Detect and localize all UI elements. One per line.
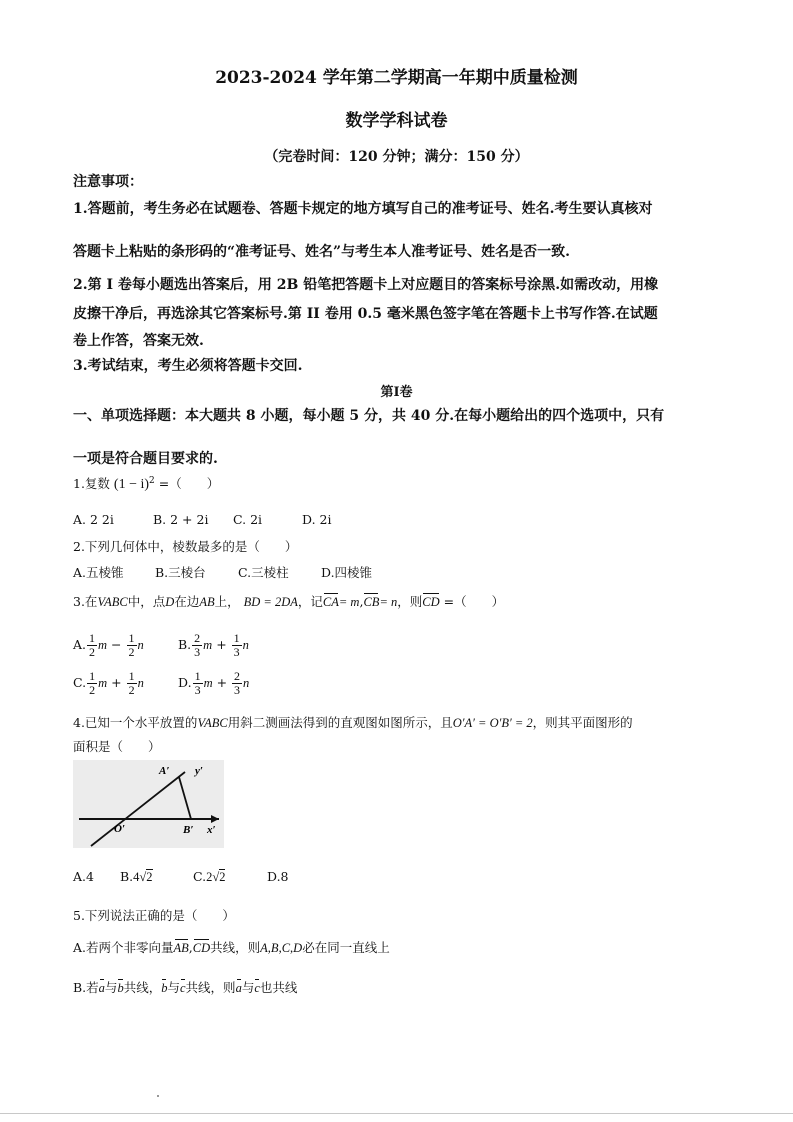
denominator: 3 (234, 683, 241, 697)
q5-points: A,B,C,D (260, 941, 303, 955)
q2-option-d[interactable]: D.四棱锥 (321, 565, 373, 580)
q5-option-a-mid: 共线，则 (210, 940, 261, 955)
question-1-stem (73, 474, 219, 493)
q3-text-2: 在边 (174, 594, 200, 609)
q4-mid: 用斜二测画法得到的直观图如图所示，且 (227, 715, 453, 730)
q3-m: m (98, 676, 108, 690)
q3-eq-n: = n (379, 595, 398, 609)
q5-option-a[interactable]: A.若两个非零向量AB,CD共线，则A,B,C,D必在同一直线上 (73, 940, 390, 955)
q3-n: n (243, 676, 250, 690)
numerator: 1 (194, 669, 201, 683)
q4-option-b-radicand: 2 (146, 870, 153, 884)
section-instructions-line-2: 一项是符合题目要求的. (73, 451, 218, 467)
q5-vector-c: c (254, 981, 260, 995)
sqrt-sign: √ (212, 870, 220, 884)
q3-vector-cd: CD (422, 595, 440, 609)
q3-side: AB (199, 595, 215, 609)
q1-option-b[interactable]: B. 2 + 2i (153, 512, 209, 527)
q5-vector-b: b (161, 981, 168, 995)
q3-eq-m: = m (338, 595, 360, 609)
q3-operator: + (216, 637, 227, 652)
denominator: 2 (89, 683, 96, 697)
q5-option-a-prefix: A.若两个非零向量 (73, 940, 174, 955)
notice-item-1-line-2: 答题卡上粘贴的条形码的“准考证号、姓名”与考生本人准考证号、姓名是否一致. (73, 244, 570, 260)
q3-prefix: 3.在 (73, 594, 98, 609)
q2-option-c[interactable]: C.三棱柱 (238, 565, 289, 580)
q3-option-a-label: A. (73, 637, 87, 652)
label-b-prime: B′ (183, 824, 194, 836)
q4-option-b[interactable] (120, 869, 153, 885)
q4-relation: O′A′ = O′B′ = 2 (452, 716, 533, 730)
notice-item-3: 3.考试结束，考生必须将答题卡交回. (73, 358, 303, 374)
q3-relation: BD = 2DA (243, 595, 298, 609)
numerator: 2 (194, 631, 201, 645)
question-4-stem-line-1 (73, 713, 633, 731)
q5-vector-b: b (117, 981, 124, 995)
question-2-stem: 2.下列几何体中，棱数最多的是（ ） (73, 539, 298, 554)
q1-option-c[interactable]: C. 2i (233, 512, 263, 527)
denominator: 3 (194, 645, 201, 659)
numerator: 1 (89, 631, 96, 645)
q3-m: m (203, 638, 213, 652)
label-x-prime: x′ (207, 824, 216, 836)
q3-suffix: =（ ） (443, 594, 505, 609)
notice-item-2-line-3: 卷上作答，答案无效. (73, 333, 204, 349)
exam-subject: 数学学科试卷 (345, 111, 448, 131)
q3-triangle: VABC (97, 595, 128, 609)
notice-heading: 注意事项： (73, 174, 143, 190)
q3-vector-ca: CA (322, 595, 339, 609)
numerator: 1 (128, 631, 135, 645)
q5-with: 与 (167, 980, 180, 995)
q3-option-b[interactable] (178, 632, 249, 659)
q3-operator: + (111, 675, 122, 690)
q5-with: 与 (104, 980, 118, 995)
q3-option-c-frac-2 (127, 670, 137, 697)
q4-option-c-coefficient: 2 (206, 870, 213, 884)
numerator: 2 (234, 669, 241, 683)
q3-operator: − (111, 637, 122, 652)
q1-option-a[interactable]: A. 2 2i (73, 512, 114, 527)
q5-also-collinear: 也共线 (259, 980, 298, 995)
scan-dot (157, 1095, 159, 1097)
q4-triangle: VABC (197, 716, 228, 730)
q1-expression: (1 − i) (113, 477, 150, 492)
denominator: 2 (128, 645, 135, 659)
q4-option-c[interactable] (193, 869, 225, 885)
q5-vector-ab: AB (173, 941, 189, 955)
q3-option-b-label: B. (178, 637, 192, 652)
q3-option-d-frac-1 (193, 670, 203, 697)
q4-option-c-label: C. (193, 869, 207, 884)
q3-text-4: ，记 (297, 594, 323, 609)
q3-option-d[interactable] (178, 670, 249, 697)
exam-info: （完卷时间：120 分钟；满分：150 分） (264, 149, 529, 165)
page-bottom-rule (0, 1113, 793, 1114)
q3-text-1: 中，点 (127, 594, 166, 609)
q3-option-d-label: D. (178, 675, 192, 690)
q5-vector-a: a (98, 981, 105, 995)
q4-option-c-radicand: 2 (219, 870, 226, 884)
notice-item-1-line-1: 1.答题前，考生务必在试题卷、答题卡规定的地方填写自己的准考证号、姓名.考生要认真核对 (73, 201, 653, 217)
numerator: 1 (89, 669, 96, 683)
q5-vector-a: a (235, 981, 242, 995)
q2-option-b[interactable]: B.三棱台 (155, 565, 206, 580)
q3-option-a-frac-2 (127, 632, 137, 659)
section-instructions-line-1: 一、单项选择题：本大题共 8 小题，每小题 5 分，共 40 分.在每小题给出的四个选项中，只有 (73, 408, 665, 424)
q5-vector-cd: CD (192, 941, 211, 955)
question-3-stem: 3.在VABC中，点D在边AB上， BD = 2DA，记CA= m,CB= n，则CD =（ ） (73, 594, 505, 609)
question-5-stem: 5.下列说法正确的是（ ） (73, 908, 235, 923)
q1-option-d[interactable]: D. 2i (302, 512, 332, 527)
q1-power: 2 (149, 475, 155, 486)
q2-option-a[interactable]: A.五棱锥 (73, 565, 124, 580)
q3-option-a[interactable] (73, 632, 144, 659)
notice-item-2-line-1: 2.第 I 卷每小题选出答案后，用 2B 铅笔把答题卡上对应题目的答案标号涂黑.如需改动，用橡 (73, 277, 659, 293)
q4-option-a[interactable]: A.4 (73, 869, 94, 884)
q1-prefix: 1.复数 (73, 476, 110, 491)
q5-then: 则 (223, 980, 236, 995)
q5-with: 与 (241, 980, 255, 995)
denominator: 3 (194, 683, 201, 697)
q3-n: n (137, 676, 144, 690)
q3-option-c-frac-1 (87, 670, 97, 697)
question-4-stem-line-2: 面积是（ ） (73, 739, 161, 754)
q3-option-b-frac-1 (192, 632, 202, 659)
q5-option-b[interactable] (73, 978, 297, 996)
q3-text-3: 上， (214, 594, 240, 609)
q1-suffix: =（ ） (158, 476, 220, 491)
q3-option-c[interactable] (73, 670, 144, 697)
q3-n: n (137, 638, 144, 652)
q3-m: m (98, 638, 108, 652)
denominator: 2 (89, 645, 96, 659)
volume-title: 第I卷 (380, 385, 413, 400)
q3-operator: + (216, 675, 228, 690)
denominator: 2 (128, 683, 135, 697)
q4-option-d[interactable]: D.8 (267, 869, 289, 884)
q4-suffix: ，则其平面图形的 (532, 715, 633, 730)
label-o-prime: O′ (114, 823, 126, 835)
q4-option-b-label: B. (120, 869, 134, 884)
q3-option-c-label: C. (73, 675, 87, 690)
q5-vector-c: c (179, 981, 186, 995)
label-y-prime: y′ (195, 765, 203, 777)
q3-text-5: ，则 (397, 594, 423, 609)
oblique-projection-figure (73, 760, 224, 848)
q3-option-b-frac-2 (232, 632, 242, 659)
denominator: 3 (233, 645, 240, 659)
q5-collinear: 共线， (185, 980, 224, 995)
numerator: 1 (233, 631, 240, 645)
notice-item-2-line-2: 皮擦干净后，再选涂其它答案标号.第 II 卷用 0.5 毫米黑色签字笔在答题卡上书写作答.在试题 (73, 306, 658, 322)
q5-collinear: 共线， (123, 980, 162, 995)
q3-option-d-frac-2 (232, 670, 242, 697)
numerator: 1 (128, 669, 135, 683)
q4-prefix: 4.已知一个水平放置的 (73, 715, 198, 730)
q5-option-a-suffix: 必在同一直线上 (302, 940, 390, 955)
q5-option-b-prefix: B.若 (73, 980, 99, 995)
q3-point-d: D (165, 595, 175, 609)
exam-title: 2023-2024 学年第二学期高一年期中质量检测 (215, 68, 578, 88)
sqrt-sign: √ (139, 870, 147, 884)
q3-n: n (242, 638, 249, 652)
q3-vector-cb: CB (363, 595, 380, 609)
q3-option-a-frac-1 (87, 632, 97, 659)
label-a-prime: A′ (159, 765, 170, 777)
q3-m: m (203, 676, 213, 690)
q4-option-b-coefficient: 4 (133, 870, 140, 884)
